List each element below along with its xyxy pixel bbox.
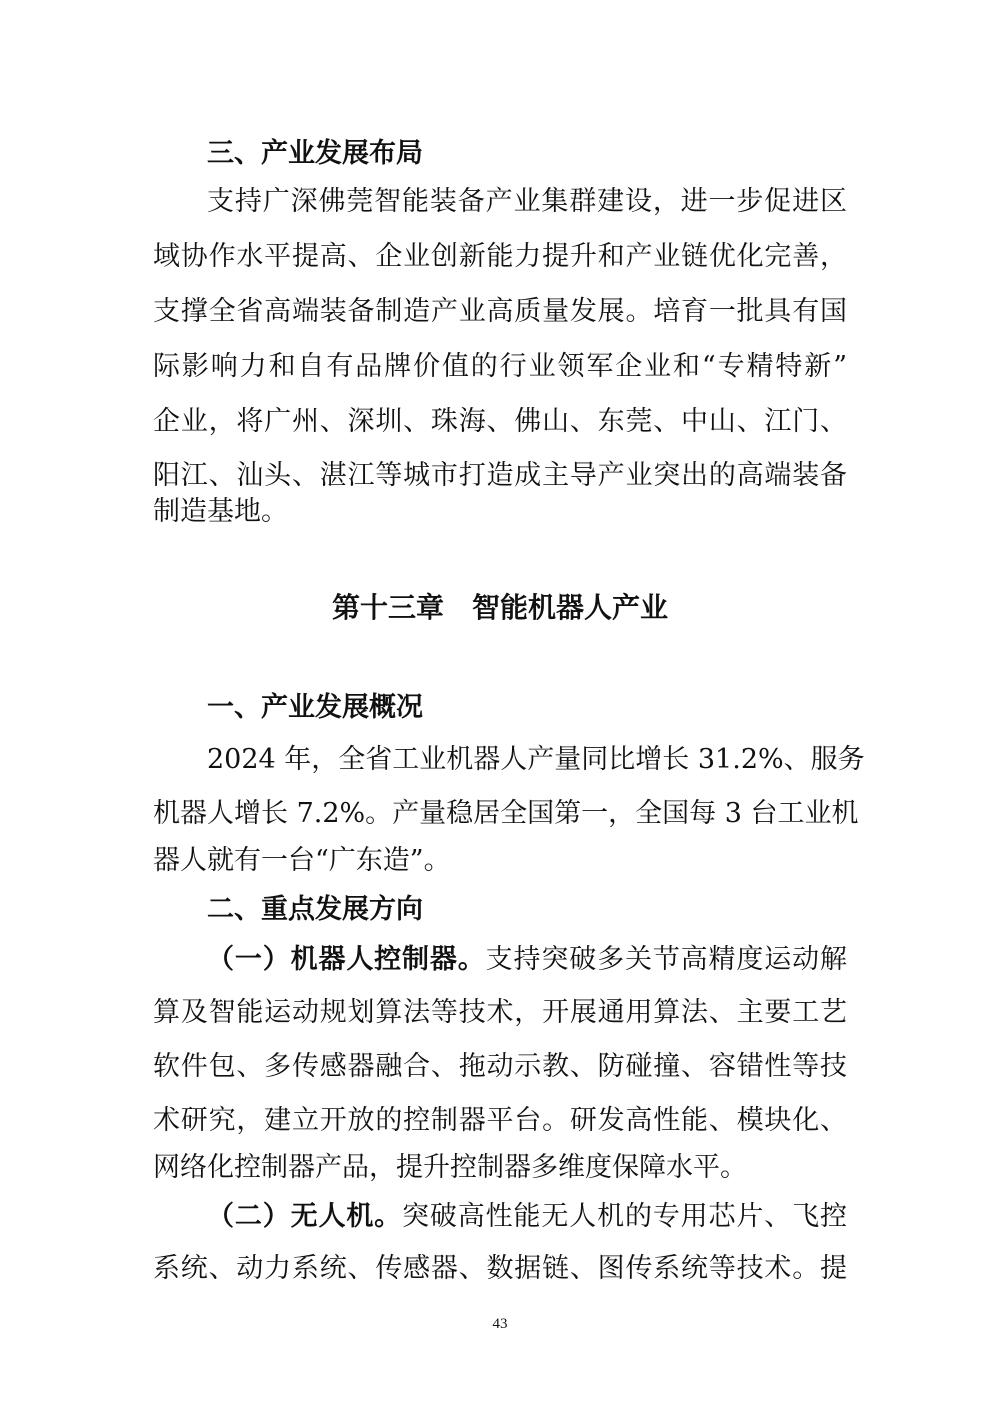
paragraph-line: 网络化控制器产品，提升控制器多维度保障水平。 — [153, 1152, 747, 1183]
paragraph-line: 术研究，建立开放的控制器平台。研发高性能、模块化、 — [153, 1105, 847, 1136]
section-heading-overview: 一、产业发展概况 — [207, 692, 423, 723]
chapter-name: 智能机器人产业 — [472, 591, 669, 624]
item-drone-label: （二）无人机。 — [207, 1201, 403, 1232]
item-drone-first-line — [207, 1199, 847, 1235]
paragraph-line: 支撑全省高端装备制造产业高质量发展。培育一批具有国 — [153, 296, 847, 327]
chapter-number: 第十三章 — [331, 591, 444, 624]
section-heading-layout: 三、产业发展布局 — [207, 138, 423, 169]
item-controller-label: （一）机器人控制器。 — [207, 944, 486, 975]
item-controller-text: 支持突破多关节高精度运动解 — [485, 944, 848, 975]
item-controller-first-line — [207, 942, 847, 978]
page-number: 43 — [492, 1316, 508, 1332]
paragraph-line: 支持广深佛莞智能装备产业集群建设，进一步促进区 — [207, 186, 847, 217]
paragraph-line: 阳江、汕头、湛江等城市打造成主导产业突出的高端装备 — [153, 460, 847, 491]
chapter-title — [0, 590, 1000, 626]
paragraph-line: 域协作水平提高、企业创新能力提升和产业链优化完善， — [153, 241, 847, 272]
paragraph-line: 软件包、多传感器融合、拖动示教、防碰撞、容错性等技 — [153, 1051, 847, 1082]
paragraph-line: 器人就有一台“广东造”。 — [153, 845, 451, 876]
paragraph-line: 系统、动力系统、传感器、数据链、图传系统等技术。提 — [153, 1253, 847, 1284]
item-drone-text: 突破高性能无人机的专用芯片、飞控 — [402, 1201, 848, 1232]
paragraph-line: 机器人增长 7.2%。产量稳居全国第一，全国每 3 台工业机 — [153, 798, 859, 829]
paragraph-line: 制造基地。 — [153, 496, 288, 527]
paragraph-line: 2024 年，全省工业机器人产量同比增长 31.2%、服务 — [207, 744, 865, 775]
paragraph-line: 企业，将广州、深圳、珠海、佛山、东莞、中山、江门、 — [153, 406, 847, 437]
paragraph-line: 算及智能运动规划算法等技术，开展通用算法、主要工艺 — [153, 997, 847, 1028]
paragraph-line: 际影响力和自有品牌价值的行业领军企业和“专精特新” — [153, 351, 847, 382]
section-heading-directions: 二、重点发展方向 — [207, 894, 423, 925]
